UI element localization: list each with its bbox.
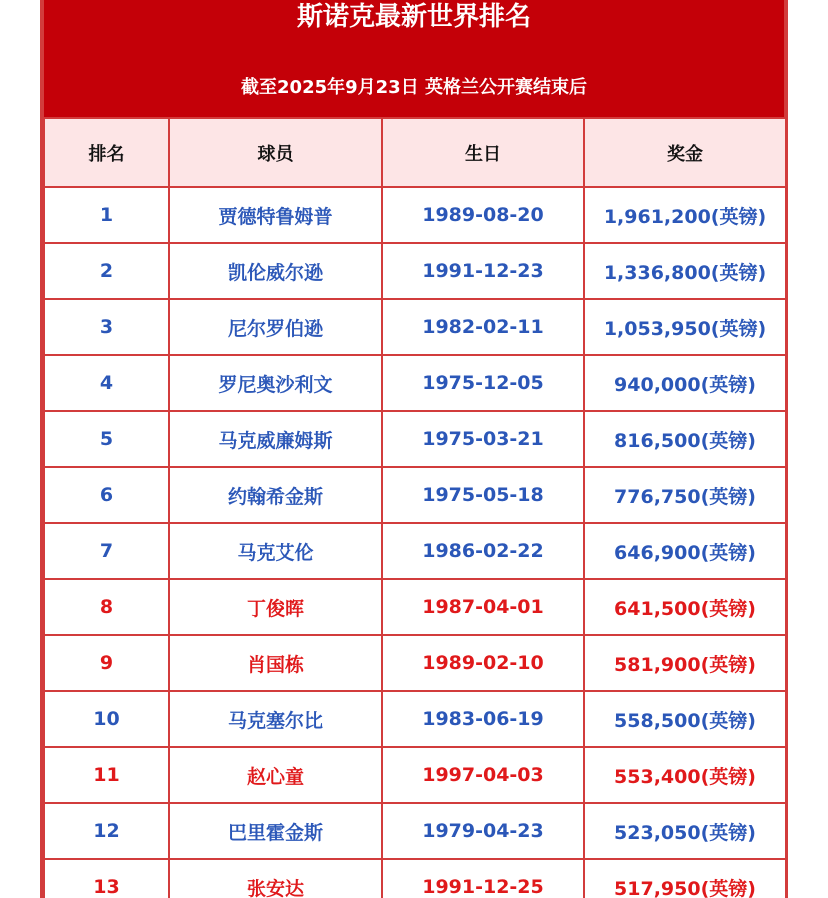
column-header-birthday: 生日 — [383, 119, 583, 186]
table-row — [45, 468, 785, 522]
prize-cell: 1,053,950(英镑) — [585, 300, 785, 354]
player-cell: 尼尔罗伯逊 — [170, 300, 381, 354]
prize-cell: 553,400(英镑) — [585, 748, 785, 802]
ranking-sheet — [40, 0, 788, 898]
birthday-cell: 1989-02-10 — [383, 636, 583, 690]
player-cell: 巴里霍金斯 — [170, 804, 381, 858]
column-header-player: 球员 — [170, 119, 381, 186]
column-header-prize: 奖金 — [585, 119, 785, 186]
player-cell: 罗尼奥沙利文 — [170, 356, 381, 410]
rank-cell: 12 — [45, 804, 168, 858]
birthday-cell: 1997-04-03 — [383, 748, 583, 802]
page-subtitle: 截至2025年9月23日 英格兰公开赛结束后 — [241, 77, 587, 98]
rank-cell: 9 — [45, 636, 168, 690]
player-cell: 马克威廉姆斯 — [170, 412, 381, 466]
table-row — [45, 244, 785, 298]
player-cell: 马克塞尔比 — [170, 692, 381, 746]
birthday-cell: 1991-12-25 — [383, 860, 583, 898]
birthday-cell: 1975-12-05 — [383, 356, 583, 410]
column-header-rank: 排名 — [45, 119, 168, 186]
player-cell: 赵心童 — [170, 748, 381, 802]
prize-cell: 523,050(英镑) — [585, 804, 785, 858]
player-cell: 凯伦威尔逊 — [170, 244, 381, 298]
prize-cell: 816,500(英镑) — [585, 412, 785, 466]
rank-cell: 7 — [45, 524, 168, 578]
player-cell: 张安达 — [170, 860, 381, 898]
header-banner — [44, 0, 784, 117]
player-cell: 约翰希金斯 — [170, 468, 381, 522]
rank-cell: 8 — [45, 580, 168, 634]
player-cell: 马克艾伦 — [170, 524, 381, 578]
prize-cell: 1,961,200(英镑) — [585, 188, 785, 242]
table-row — [45, 860, 785, 898]
birthday-cell: 1986-02-22 — [383, 524, 583, 578]
prize-cell: 641,500(英镑) — [585, 580, 785, 634]
prize-cell: 517,950(英镑) — [585, 860, 785, 898]
rank-cell: 6 — [45, 468, 168, 522]
rank-cell: 1 — [45, 188, 168, 242]
prize-cell: 1,336,800(英镑) — [585, 244, 785, 298]
page-title: 斯诺克最新世界排名 — [296, 2, 531, 32]
birthday-cell: 1982-02-11 — [383, 300, 583, 354]
birthday-cell: 1983-06-19 — [383, 692, 583, 746]
rank-cell: 4 — [45, 356, 168, 410]
table-row — [45, 300, 785, 354]
table-row — [45, 692, 785, 746]
prize-cell: 581,900(英镑) — [585, 636, 785, 690]
prize-cell: 940,000(英镑) — [585, 356, 785, 410]
birthday-cell: 1979-04-23 — [383, 804, 583, 858]
prize-cell: 646,900(英镑) — [585, 524, 785, 578]
birthday-cell: 1989-08-20 — [383, 188, 583, 242]
table-header-row — [45, 119, 785, 186]
table-row — [45, 188, 785, 242]
table-row — [45, 524, 785, 578]
rank-cell: 13 — [45, 860, 168, 898]
birthday-cell: 1987-04-01 — [383, 580, 583, 634]
prize-cell: 776,750(英镑) — [585, 468, 785, 522]
prize-cell: 558,500(英镑) — [585, 692, 785, 746]
table-row — [45, 580, 785, 634]
table-row — [45, 748, 785, 802]
player-cell: 贾德特鲁姆普 — [170, 188, 381, 242]
rank-cell: 11 — [45, 748, 168, 802]
rank-cell: 2 — [45, 244, 168, 298]
ranking-table — [43, 117, 787, 898]
player-cell: 肖国栋 — [170, 636, 381, 690]
birthday-cell: 1991-12-23 — [383, 244, 583, 298]
rank-cell: 3 — [45, 300, 168, 354]
table-row — [45, 636, 785, 690]
table-row — [45, 804, 785, 858]
table-row — [45, 412, 785, 466]
rank-cell: 5 — [45, 412, 168, 466]
player-cell: 丁俊晖 — [170, 580, 381, 634]
table-row — [45, 356, 785, 410]
rank-cell: 10 — [45, 692, 168, 746]
birthday-cell: 1975-05-18 — [383, 468, 583, 522]
birthday-cell: 1975-03-21 — [383, 412, 583, 466]
